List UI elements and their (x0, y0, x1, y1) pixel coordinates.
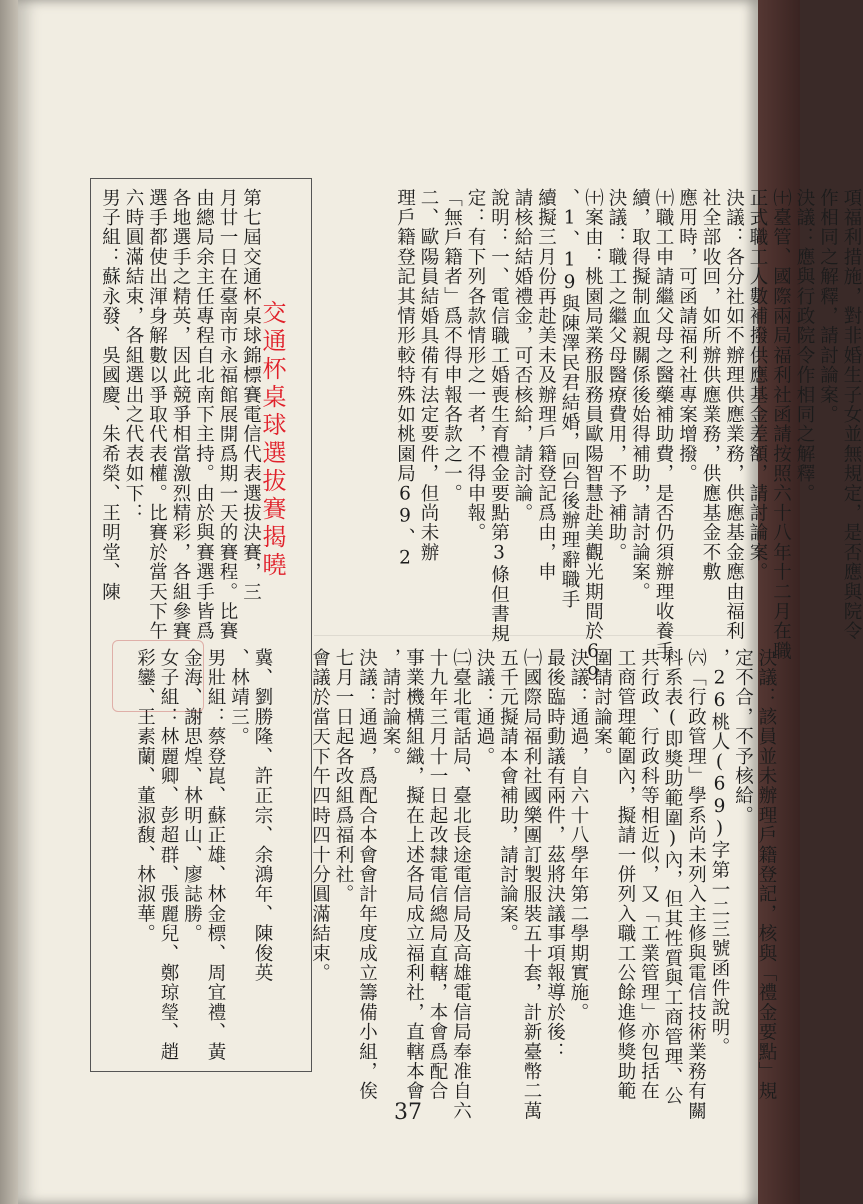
page-number: 37 (394, 1100, 422, 1125)
news-sidebar-body: 第七屆交通杯桌球錦標賽電信代表選拔決賽，三 月廿一日在臺南市永福館展開爲期一天的賽程。比賽 由總局余主任專程自北南下主持。由於與賽選手皆爲 各地選手之精英，因此競爭相當激烈精彩，各組參賽 選手都使出渾身解數以爭取代表權。比賽於當天下午 六時圓滿結束，各組選出之代表如下： 男子組：蘇永發、吳國慶、朱希榮、王明堂、陳 (99, 188, 262, 642)
faded-stamp (112, 640, 204, 712)
document-page (18, 0, 862, 1204)
meeting-minutes-lower: 決議：該員並未辦理戶籍登記，核與「禮金要點」規 定不合，不予核給。 ，26桃人(69)字第一二三號函件說明。 ㈥「行政管理」學系尚未列入主修與電信技術業務有關 科系表(即獎助範圍)內，但其性質與工商管理、公 共行政、行政科等相近似，又「工業管理」亦包括在 工商管理範圍內，擬請一併列入職工公餘進修獎助範 圍請討論案。 決議：通過，自六十八學年第二學期實施。 最後臨時動議有兩件，茲將決議事項報導於後： ㈠國際局福利社國樂團訂製服裝五十套，計新臺幣二萬 五千元擬請本會補助，請討論案。 決議：通過。 ㈡臺北電話局、臺北長途電信局及高雄電信局奉准自六 十九年三月十一日起改隸電信總局直轄，本會爲配合 事業機構組織，擬在上述各局成立福利社，直轄本會 ，請討論案。 決議：通過，爲配合本會會計年度成立籌備小組，俟 七月一日起各改組爲福利社。 會議於當天下午四時四十分圓滿結束。 (309, 648, 777, 1121)
news-sidebar-names: 冀、劉勝隆、許正宗、余鴻年、陳俊英 、林靖三。 男壯組：蔡登崑、蘇正雄、林金標、周宜禮、黃 金海、謝思煌、林明山、廖誌勝。 女子組：林麗卿、彭超群、張麗兒、鄭琼瑩、趙 彩鑾、王素蘭、董淑馥、林淑華。 (134, 648, 273, 1062)
meeting-minutes-upper: 項福利措施，對非婚生子女並無規定，是否應與院令 作相同之解釋，請討論案。 決議：應與行政院令作相同之解釋。 ㈩臺管、國際兩局福利社函請按照六十八年十二月在職 正式職工人數補撥供應基金差額，請討論案。 決議：各分社如不辦理供應業務，供應基金應由福利 社全部收回，如所辦供應業務，供應基金不敷 應用時，可函請福利社專案增撥。 ㈩職工申請繼父母之醫藥補助費，是否仍須辦理收養手 續，取得擬制血親關係後始得補助，請討論案。 決議：職工之繼父母醫療費用，不予補助。 ㈩案由：桃園局業務服務員歐陽智慧赴美觀光期間於69 、1、19與陳澤民君結婚，回台後辦理辭職手 續擬三月份再赴美未及辦理戶籍登記爲由，申 請核給結婚禮金，可否核給，請討論。 說明：一、電信職工婚喪生育禮金要點第3條但書規 定：有下列各款情形之一者，不得申報。 「無戶籍者」爲不得申報各款之一。 二、歐陽員結婚具備有法定要件，但尚未辦 理戶籍登記其情形較特殊如桃園局69、2 (394, 188, 862, 686)
news-sidebar-title: 交通杯桌球選拔賽揭曉 (258, 300, 286, 580)
section-divider (314, 635, 744, 636)
book-binding (0, 0, 20, 1204)
